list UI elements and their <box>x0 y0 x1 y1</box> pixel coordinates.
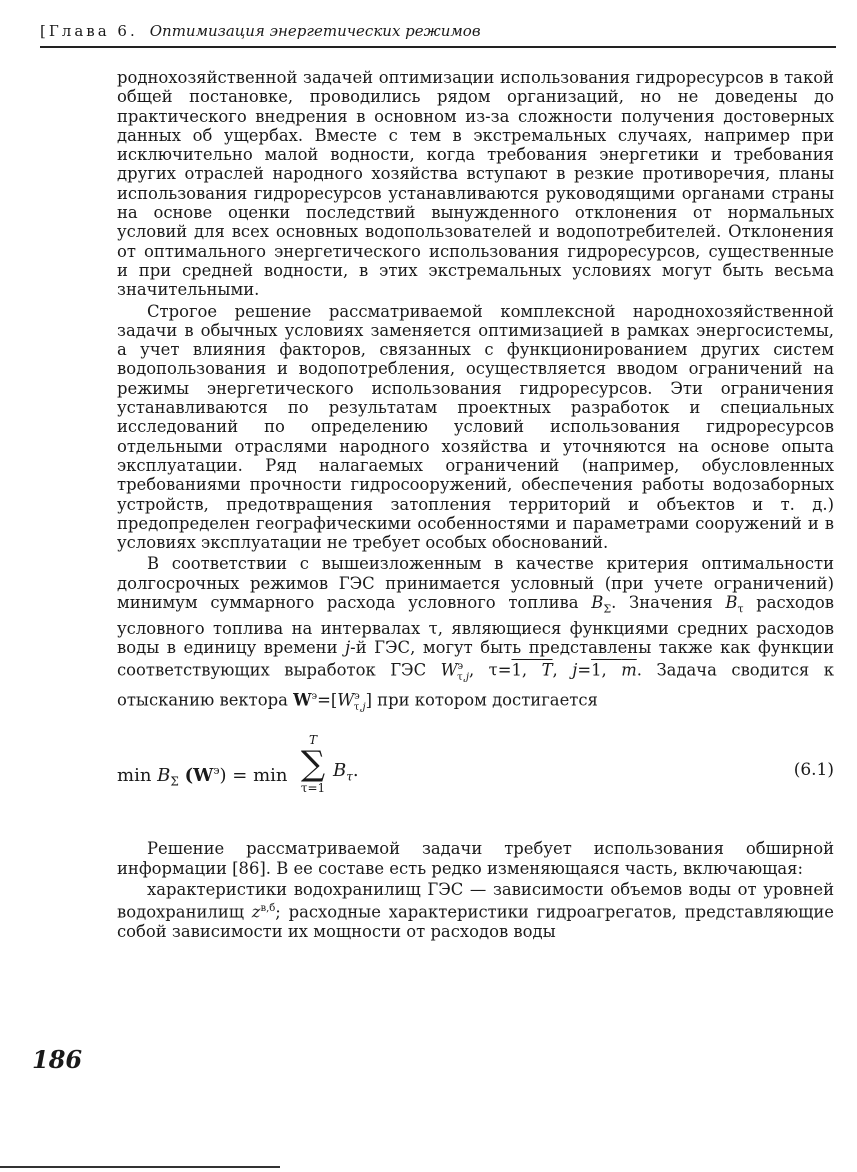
paragraph-2: Строгое решение рассматриваемой комплексной народнохозяйственной задачи в обычных условиях заменяется оптимизацией в рамках энергосистемы, а учет влияния факторов, связанных с функционированием других систем водопользования и водопотребления, осуществляется вводом ограничений на режимы энергетического использования гидроресурсов. Эти ограничения устанавливаются по результатам проектных разработок и специальных исследований по определению условий использования гидроресурсов отдельными отраслями народного хозяйства и уточняются на основе опыта эксплуатации. Ряд налагаемых ограничений (например, обусловленных требованиями прочности гидросооружений, обеспечения работы водозаборных устройств, предотвращения затопления территорий и объектов и т. д.) предопределен географическими особенностями и параметрами сооружений и в условиях эксплуатации не требует особых обоснований. <box>117 301 834 553</box>
paragraph-3: В соответствии с вышеизложенным в качестве критерия оптимальности долгосрочных режимов ГЭС принимается условный (при учете ограничений) минимум суммарного расхода условного топлива $B_\Sigma$. Значения $B_\tau$ расходов условного топлива на интервалах τ, являющиеся функциями средних расходов воды в единицу времени j-й ГЭС, могут быть представлены также как функции соответствующих выработок ГЭС $W^э_{\tau,j}$, τ=1, T, j=1, m. Задача сводится к отысканию вектора $W^э=[W^э_{\tau,j}]$ при котором достигается <box>117 554 835 713</box>
bottom-rule <box>0 1166 280 1168</box>
paragraph-4: Решение рассматриваемой задачи требует использования обширной информации [86]. В ее составе есть редко изменяющаяся часть, включающая: <box>117 839 834 878</box>
summation-sign: T ∑ τ=1 <box>300 733 326 796</box>
p3-text-c: расходов условного топлива на интервалах τ, являющиеся функциями средних расходов воды в единицу времени <box>117 593 834 657</box>
formula-rhs: $B_\tau$. <box>333 760 359 784</box>
paragraph-5: характеристики водохранилищ ГЭС — зависимости объемов воды от уровней водохранилищ $z^{в,б}$; расходные характеристики гидроагрегатов, представляющие собой зависимости их мощности от расходов воды <box>117 879 834 941</box>
chapter-label: [Глава 6. <box>40 22 138 40</box>
p3-text-e: , τ= <box>468 660 512 680</box>
chapter-title: Оптимизация энергетических режимов <box>149 22 481 40</box>
equation-number: (6.1) <box>793 760 834 781</box>
p3-text-f: , <box>552 660 573 680</box>
p3-text-a: В соответствии с вышеизложенным в качестве критерия оптимальности долгосрочных режимов ГЭС принимается условный (при учете ограничений) минимум суммарного расхода условного топлива <box>117 554 834 613</box>
formula-6-1 <box>117 725 834 829</box>
p3-text-d: -й ГЭС, могут быть представлены также как функции соответствующих выработок ГЭС <box>117 637 834 680</box>
p5-text-a: характеристики водохранилищ ГЭС — зависимости объемов воды от уровней водохранилищ <box>117 879 834 922</box>
p3-text-b: . Значения <box>611 593 726 613</box>
p3-text-g: . Задача сводится к отысканию вектора <box>117 660 835 710</box>
p3-text-h: ] при котором достигается <box>365 690 598 710</box>
running-head <box>40 22 840 40</box>
header-rule <box>40 46 836 48</box>
page-number: 186 <box>32 1045 83 1074</box>
formula-lhs: $\min B_\Sigma$ $(W^э) = \min$ <box>117 764 288 789</box>
body-text <box>117 68 834 941</box>
paragraph-1: роднохозяйственной задачей оптимизации использования гидроресурсов в такой общей постановке, проводились рядом организаций, но не доведены до практического внедрения в основном из-за сложности получения достоверных данных об ущербах. Вместе с тем в экстремальных случаях, например при исключительно малой водности, когда требования энергетики и требования других отраслей народного хозяйства вступают в резкие противоречия, планы использования гидроресурсов устанавливаются руководящими органами страны на основе оценки последствий вынужденного отклонения от нормальных условий для всех основных водопользователей и водопотребителей. Отклонения от оптимального энергетического использования гидроресурсов, существенные и при средней водности, в этих экстремальных условиях могут быть весьма значительными. <box>117 68 834 300</box>
p5-text-b: ; расходные характеристики гидроагрегатов, представляющие собой зависимости их мощности от расходов воды <box>117 902 834 941</box>
